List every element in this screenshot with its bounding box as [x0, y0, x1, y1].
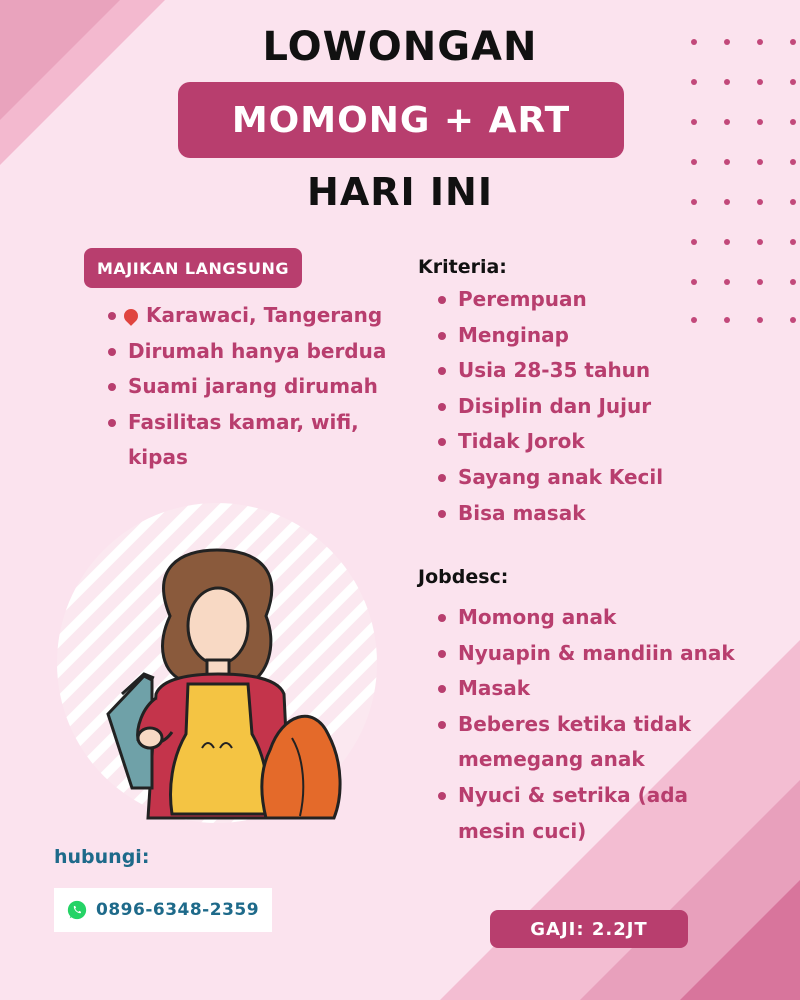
phone-box[interactable] [54, 888, 272, 932]
employer-badge-text: MAJIKAN LANGSUNG [96, 258, 290, 278]
list-item: Nyuci & setrika (ada mesin cuci) [430, 778, 730, 849]
criteria-list [430, 282, 790, 531]
employer-badge [84, 248, 302, 288]
title-hari-ini: HARI INI [307, 170, 493, 214]
list-item: Karawaci, Tangerang [100, 298, 390, 334]
phone-number: 0896-6348-2359 [96, 900, 260, 920]
pin-icon [128, 303, 146, 325]
list-item: Disiplin dan Jujur [430, 389, 790, 425]
list-item: Perempuan [430, 282, 790, 318]
woman-ironing-illustration [52, 498, 382, 828]
list-item: Bisa masak [430, 496, 790, 532]
jobdesc-list [430, 600, 735, 849]
list-item: Masak [430, 671, 730, 707]
list-item: Momong anak [430, 600, 730, 636]
title-banner [178, 82, 624, 158]
jobdesc-heading: Jobdesc: [418, 566, 509, 588]
list-item: Fasilitas kamar, wifi, kipas [100, 405, 390, 476]
title-lowongan: LOWONGAN [262, 24, 538, 70]
whatsapp-icon [66, 899, 88, 921]
list-item: Dirumah hanya berdua [100, 334, 390, 370]
list-item: Sayang anak Kecil [430, 460, 790, 496]
list-item: Tidak Jorok [430, 424, 790, 460]
list-item: Menginap [430, 318, 790, 354]
employer-list [100, 298, 390, 476]
salary-text: GAJI: 2.2JT [530, 918, 648, 940]
banner-text: MOMONG + ART [231, 99, 571, 141]
list-item: Suami jarang dirumah [100, 369, 390, 405]
list-item: Nyuapin & mandiin anak [430, 636, 730, 672]
list-item: Beberes ketika tidak memegang anak [430, 707, 730, 778]
list-item: Usia 28-35 tahun [430, 353, 790, 389]
criteria-heading: Kriteria: [418, 256, 507, 278]
salary-badge [490, 910, 688, 948]
contact-label: hubungi: [54, 846, 150, 868]
